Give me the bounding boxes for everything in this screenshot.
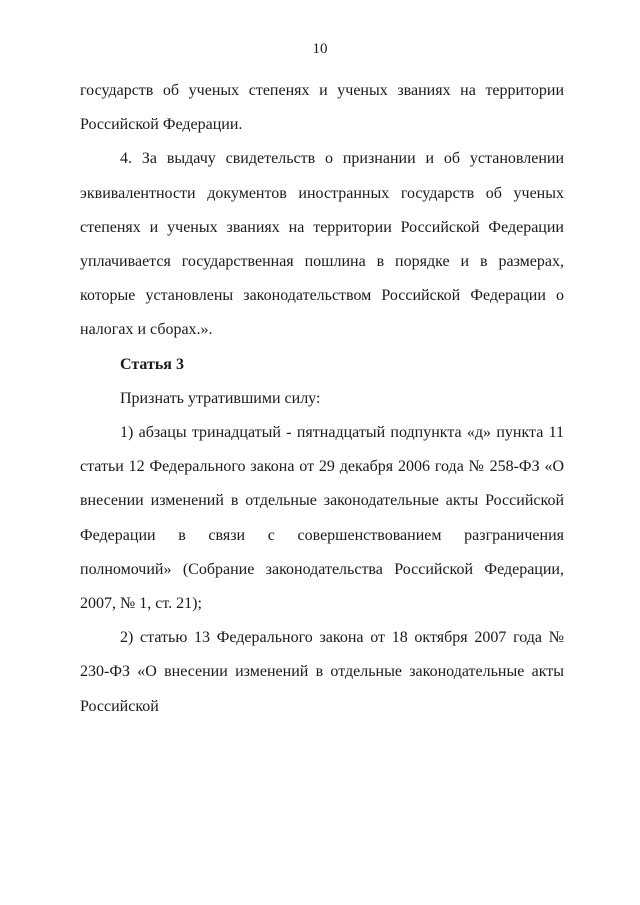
document-body bbox=[80, 74, 564, 724]
paragraph-continuation: государств об ученых степенях и ученых званиях на территории Российской Федерации. bbox=[80, 82, 564, 134]
paragraph-repeal-item-1: 1) абзацы тринадцатый - пятнадцатый подпункта «д» пункта 11 статьи 12 Федерального закона от 29 декабря 2006 года № 258-ФЗ «О внесении изменений в отдельные законодательные акты Российской Федерации в связи с совершенствованием разграничения полномочий» (Собрание законодательства Российской Федерации, 2007, № 1, ст. 21); bbox=[80, 424, 564, 613]
paragraph-repeal-item-2: 2) статью 13 Федерального закона от 18 октября 2007 года № 230-ФЗ «О внесении изменений в отдельные законодательные акты Российской bbox=[80, 629, 564, 715]
article-heading: Статья 3 bbox=[120, 355, 184, 373]
paragraph-item-4: 4. За выдачу свидетельств о признании и об установлении эквивалентности документов иностранных государств об ученых степенях и ученых званиях на территории Российской Федерации уплачивается государственная пошлина в порядке и в размерах, которые установлены законодательством Российской Федерации о налогах и сборах.». bbox=[80, 150, 564, 339]
paragraph-repeal-intro: Признать утратившими силу: bbox=[120, 389, 321, 407]
page-number: 10 bbox=[312, 41, 328, 57]
